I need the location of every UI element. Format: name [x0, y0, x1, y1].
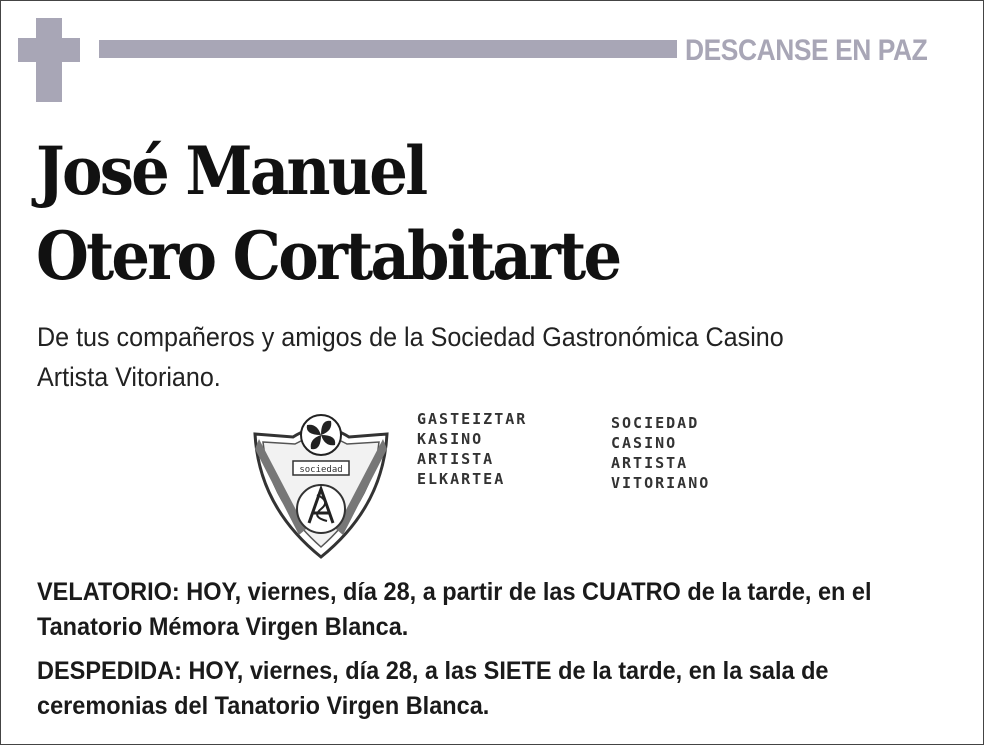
crest-banner-text: sociedad: [299, 465, 343, 475]
rest-in-peace-label: DESCANSE EN PAZ: [685, 34, 928, 67]
header-bar: [99, 40, 677, 58]
society-crest-logo: [251, 409, 391, 561]
dedication-text: De tus compañeros y amigos de la Sociedad Gastronómica Casino Artista Vitoriano.: [37, 322, 784, 392]
deceased-name-line2: Otero Cortabitarte: [36, 217, 620, 295]
logo-text-basque: GASTEIZTAR KASINO ARTISTA ELKARTEA: [417, 410, 528, 488]
deceased-name-line1: José Manuel: [36, 132, 426, 210]
wake-details: VELATORIO: HOY, viernes, día 28, a partir de las CUATRO de la tarde, en el Tanatorio Mémora Virgen Blanca.: [37, 578, 872, 641]
farewell-details: DESPEDIDA: HOY, viernes, día 28, a las SIETE de la tarde, en la sala de ceremonias del Tanatorio Virgen Blanca.: [37, 657, 829, 720]
logo-text-spanish: SOCIEDAD CASINO ARTISTA VITORIANO: [611, 414, 711, 492]
